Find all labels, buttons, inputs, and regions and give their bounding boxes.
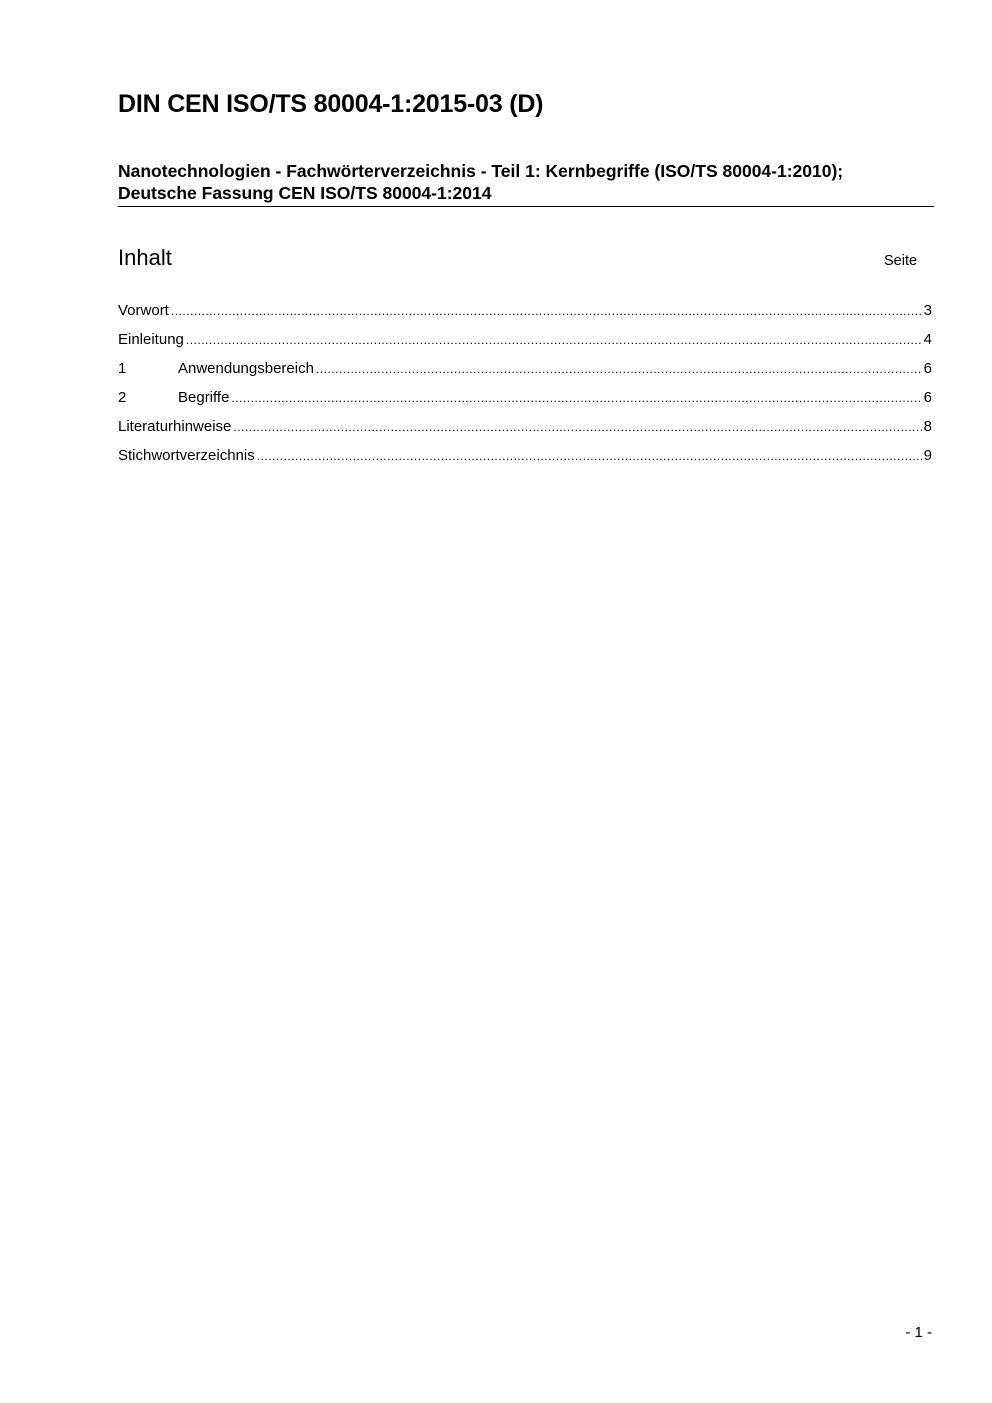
toc-leader-dots <box>233 416 921 438</box>
toc-leader-dots <box>257 445 922 467</box>
toc-leader-dots <box>231 387 921 409</box>
toc-entry-einleitung[interactable] <box>118 329 932 358</box>
toc-leader-dots <box>171 300 922 322</box>
toc-entry-vorwort[interactable] <box>118 300 932 329</box>
toc-entry-page: 8 <box>923 418 932 435</box>
toc-entry-begriffe[interactable] <box>118 387 932 416</box>
toc-entry-number: 1 <box>118 360 127 377</box>
toc-entry-label: Literaturhinweise <box>118 418 232 435</box>
toc-entry-label: Vorwort <box>118 302 169 319</box>
toc-entry-label: Stichwortverzeichnis <box>118 447 255 464</box>
page-number: - 1 - <box>905 1324 932 1341</box>
toc-entry-stichwortverzeichnis[interactable] <box>118 445 932 474</box>
toc-entry-page: 6 <box>923 360 932 377</box>
toc-entry-literaturhinweise[interactable] <box>118 416 932 445</box>
toc-entry-page: 3 <box>923 302 932 319</box>
toc-entry-label: Einleitung <box>118 331 184 348</box>
toc-entry-page: 4 <box>923 331 932 348</box>
subtitle-divider <box>118 206 934 207</box>
toc-leader-dots <box>316 358 922 380</box>
toc-entry-label: Anwendungsbereich <box>178 360 314 377</box>
document-title: DIN CEN ISO/TS 80004-1:2015-03 (D) <box>118 90 544 118</box>
table-of-contents <box>118 300 932 474</box>
toc-entry-page: 6 <box>923 389 932 406</box>
toc-entry-label: Begriffe <box>178 389 230 406</box>
toc-heading: Inhalt <box>118 245 172 270</box>
toc-entry-anwendungsbereich[interactable] <box>118 358 932 387</box>
toc-page-column-label: Seite <box>884 253 918 269</box>
toc-entry-number: 2 <box>118 389 127 406</box>
document-subtitle: Nanotechnologien - Fachwörterverzeichnis - Teil 1: Kernbegriffe (ISO/TS 80004-1:2010); Deutsche Fassung CEN ISO/TS 80004-1:2014 <box>118 161 844 203</box>
toc-leader-dots <box>186 329 922 351</box>
toc-entry-page: 9 <box>923 447 932 464</box>
